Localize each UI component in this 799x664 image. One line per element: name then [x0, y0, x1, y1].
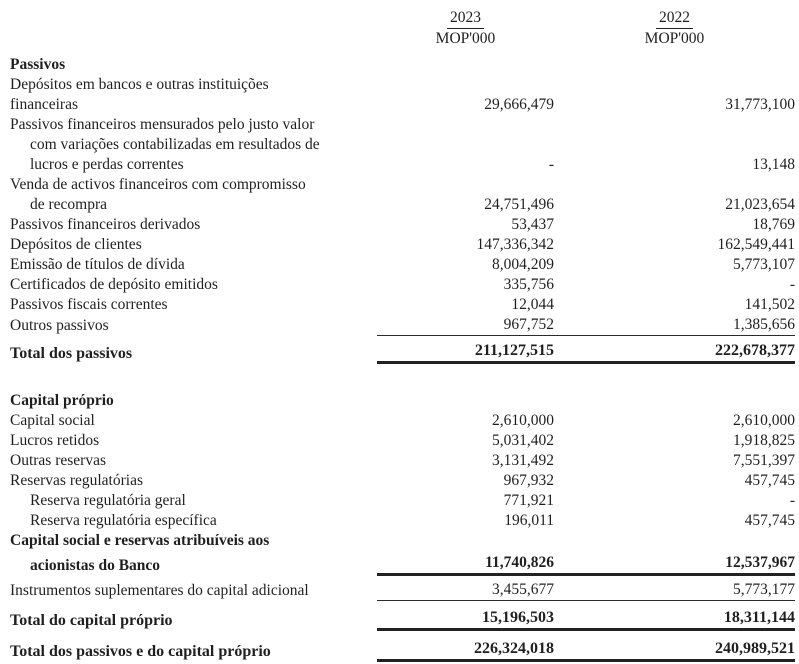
- row-label: com variações contabilizadas em resultados de: [30, 136, 320, 153]
- table-row: [0, 551, 799, 577]
- value-2022: 12,537,967: [554, 553, 795, 576]
- unit-spacer: [10, 29, 377, 49]
- header-spacer: [10, 8, 377, 29]
- row-label: Venda de activos financeiros com compromisso: [10, 176, 306, 193]
- value-2022: 13,148: [752, 156, 795, 173]
- value-2022: 18,311,144: [554, 608, 795, 631]
- table-row: [0, 471, 799, 491]
- table-row: [0, 451, 799, 471]
- value-2023: 15,196,503: [377, 608, 554, 631]
- row-label: Depósitos de clientes: [10, 236, 142, 253]
- row-label: Depósitos em bancos e outras instituições: [10, 76, 269, 93]
- value-2022: 5,773,107: [733, 256, 795, 273]
- value-2023: 771,921: [503, 492, 554, 509]
- table-row: [0, 634, 799, 664]
- table-row: [0, 235, 799, 255]
- table-row: [0, 577, 799, 603]
- value-2023: -: [548, 156, 554, 173]
- value-2023: 3,455,677: [377, 580, 554, 601]
- table-row: [0, 215, 799, 235]
- row-label: Capital próprio: [10, 392, 114, 409]
- value-2023: 2,610,000: [492, 412, 554, 429]
- table-row: [0, 135, 799, 155]
- table-row: [0, 75, 799, 95]
- value-2023: 8,004,209: [492, 256, 554, 273]
- value-2023: 196,011: [504, 512, 554, 529]
- row-label: Instrumentos suplementares do capital adicional: [10, 582, 309, 599]
- table-row: [0, 511, 799, 531]
- table-row: [0, 431, 799, 451]
- value-2023: 3,131,492: [492, 452, 554, 469]
- row-label: Outros passivos: [10, 317, 109, 334]
- table-row: [0, 55, 799, 75]
- row-label: Capital social: [10, 412, 95, 429]
- row-label: acionistas do Banco: [30, 557, 161, 574]
- value-2022: 222,678,377: [554, 341, 795, 364]
- value-2022: 240,989,521: [554, 639, 795, 662]
- spacer-row: [0, 367, 799, 391]
- table-row: [0, 491, 799, 511]
- value-2022: 31,773,100: [725, 96, 795, 113]
- row-label: Certificados de depósito emitidos: [10, 276, 218, 293]
- table-row: [0, 115, 799, 135]
- row-label: Lucros retidos: [10, 432, 100, 449]
- table-row: [0, 336, 799, 367]
- row-label: Reserva regulatória específica: [30, 512, 217, 529]
- value-2023: 967,932: [503, 472, 554, 489]
- value-2022: 2,610,000: [733, 412, 795, 429]
- value-2022: 5,773,177: [554, 580, 795, 601]
- value-2023: 211,127,515: [377, 341, 554, 364]
- year-2023-label: 2023: [447, 8, 484, 29]
- table-row: [0, 175, 799, 195]
- row-label: Passivos financeiros mensurados pelo justo valor: [10, 116, 315, 133]
- row-label: Total do capital próprio: [10, 612, 173, 629]
- value-2022: 457,745: [744, 512, 795, 529]
- value-2022: 1,385,656: [554, 315, 795, 336]
- table-row: [0, 295, 799, 315]
- table-row: [0, 195, 799, 215]
- column-header-2023: [377, 8, 554, 29]
- year-2022-label: 2022: [656, 8, 693, 29]
- row-label: Reservas regulatórias: [10, 472, 143, 489]
- value-2023: 53,437: [511, 216, 554, 233]
- value-2022: 162,549,441: [717, 236, 795, 253]
- table-row: [0, 255, 799, 275]
- row-label: Total dos passivos e do capital próprio: [10, 643, 271, 660]
- row-label: Passivos fiscais correntes: [10, 296, 168, 313]
- value-2023: 12,044: [511, 296, 554, 313]
- row-label: Capital social e reservas atribuíveis aos: [10, 532, 270, 549]
- value-2022: 457,745: [744, 472, 795, 489]
- table-row: [0, 315, 799, 336]
- value-2023: 5,031,402: [492, 432, 554, 449]
- column-headers: [0, 8, 799, 29]
- balance-sheet-table: [0, 55, 799, 664]
- value-2023: 29,666,479: [484, 96, 554, 113]
- column-units: [0, 29, 799, 49]
- value-2023: 967,752: [377, 315, 554, 336]
- table-row: [0, 531, 799, 551]
- table-row: [0, 411, 799, 431]
- value-2023: 11,740,826: [377, 553, 554, 576]
- table-row: [0, 603, 799, 634]
- value-2023: 147,336,342: [476, 236, 554, 253]
- row-label: Passivos financeiros derivados: [10, 216, 201, 233]
- row-label: lucros e perdas correntes: [30, 156, 184, 173]
- row-label: Outras reservas: [10, 452, 106, 469]
- table-row: [0, 391, 799, 411]
- value-2022: -: [789, 492, 795, 509]
- unit-2022-label: MOP'000: [644, 30, 705, 47]
- table-row: [0, 275, 799, 295]
- value-2022: 7,551,397: [733, 452, 795, 469]
- value-2022: 18,769: [752, 216, 795, 233]
- value-2023: 335,756: [503, 276, 554, 293]
- value-2022: 21,023,654: [725, 196, 795, 213]
- value-2022: -: [789, 276, 795, 293]
- row-label: de recompra: [30, 196, 108, 213]
- value-2023: 24,751,496: [484, 196, 554, 213]
- column-header-2022: [554, 8, 795, 29]
- value-2022: 141,502: [744, 296, 795, 313]
- unit-2023-label: MOP'000: [435, 30, 496, 47]
- row-label: Reserva regulatória geral: [30, 492, 186, 509]
- row-label: Passivos: [10, 56, 66, 73]
- row-label: Total dos passivos: [10, 345, 133, 362]
- value-2022: 1,918,825: [733, 432, 795, 449]
- table-row: [0, 155, 799, 175]
- row-label: Emissão de títulos de dívida: [10, 256, 185, 273]
- row-label: financeiras: [10, 96, 78, 113]
- table-row: [0, 95, 799, 115]
- value-2023: 226,324,018: [377, 639, 554, 662]
